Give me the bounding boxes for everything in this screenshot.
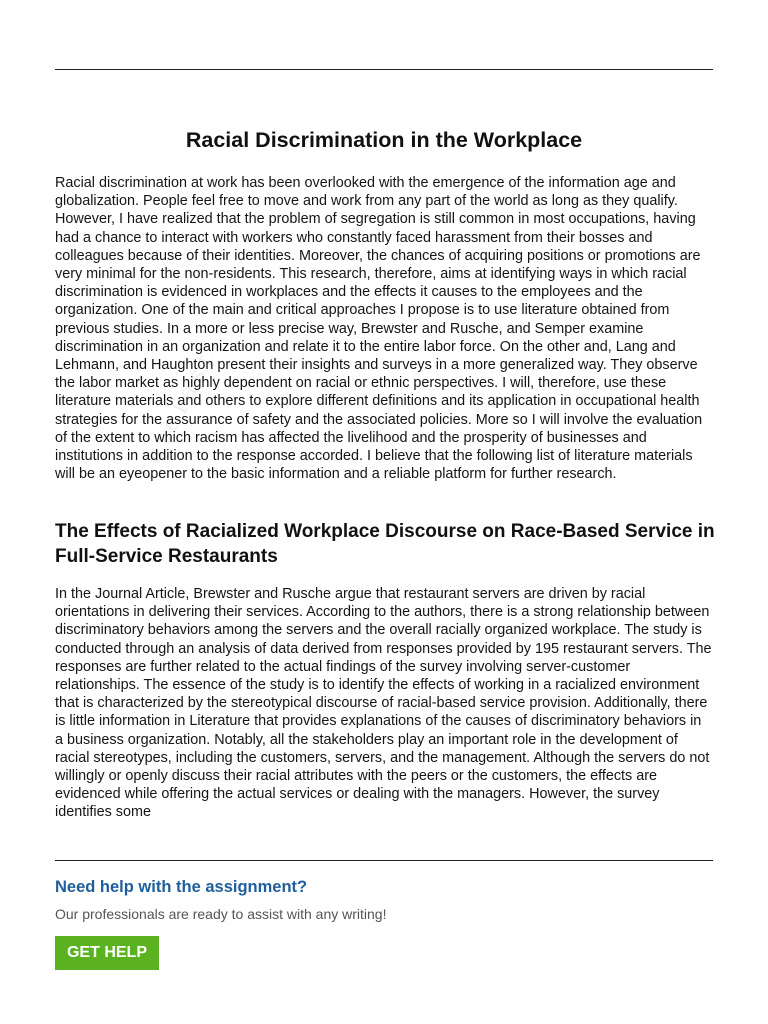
top-divider <box>55 69 713 70</box>
watermark: ratefast <box>130 343 222 484</box>
cta-heading: Need help with the assignment? <box>55 878 308 896</box>
cta-subtext: Our professionals are ready to assist with any writing! <box>55 906 387 922</box>
get-help-button[interactable]: GET HELP <box>55 936 159 970</box>
document-title: Racial Discrimination in the Workplace <box>185 128 583 152</box>
section-paragraph: In the Journal Article, Brewster and Rusche argue that restaurant servers are driven by racial orientations in delivering their services. According to the authors, there is a strong relationship between discriminatory behaviors among the servers and the overall racially organized workplace. The study is conducted through an analysis of data derived from responses provided by 195 restaurant servers. The responses are further related to the actual findings of the survey involving server-customer relationships. The essence of the study is to identify the effects of working in a racialized environment that is characterized by the stereotypical discourse of racial-based service provision. Additionally, there is little information in Literature that provides explanations of the causes of discriminatory behaviors in a business organization. Notably, all the stakeholders play an important role in the development of racial stereotypes, including the customers, servers, and the management. Although the servers do not willingly or openly discuss their racial attributes with the peers or the customers, the effects are evidenced while offering the actual services or dealing with the managers. However, the survey identifies some <box>55 586 712 821</box>
section-heading: The Effects of Racialized Workplace Discourse on Race-Based Service in Full-Service Restaurants <box>55 521 715 567</box>
bottom-divider <box>55 860 713 861</box>
intro-paragraph: Racial discrimination at work has been overlooked with the emergence of the information age and globalization. People feel free to move and work from any part of the world as long as they qualify. However, I have realized that the problem of segregation is still common in most occupations, having had a chance to interact with workers who constantly faced harassment from their bosses and colleagues because of their identities. Moreover, the chances of acquiring positions or promotions are very minimal for the non-residents. This research, therefore, aims at identifying ways in which racial discrimination is evidenced in workplaces and the effects it causes to the employees and the organization. One of the main and critical approaches I propose is to use literature obtained from previous studies. In a more or less precise way, Brewster and Rusche, and Semper examine discrimination in an organization and relate it to the entire labor force. On the other and, Lang and Lehmann, and Haughton present their insights and surveys in a more generalized way. They observe the labor market as highly dependent on racial or ethnic perspectives. I will, therefore, use these literature materials and others to explore different definitions and its application in occupational health strategies for the assurance of safety and the associated policies. More so I will involve the evaluation of the extent to which racism has affected the livelihood and the prosperity of businesses and institutions in addition to the response accorded. I believe that the following list of literature materials will be an eyeopener to the basic information and a reliable platform for further research. <box>55 175 703 483</box>
